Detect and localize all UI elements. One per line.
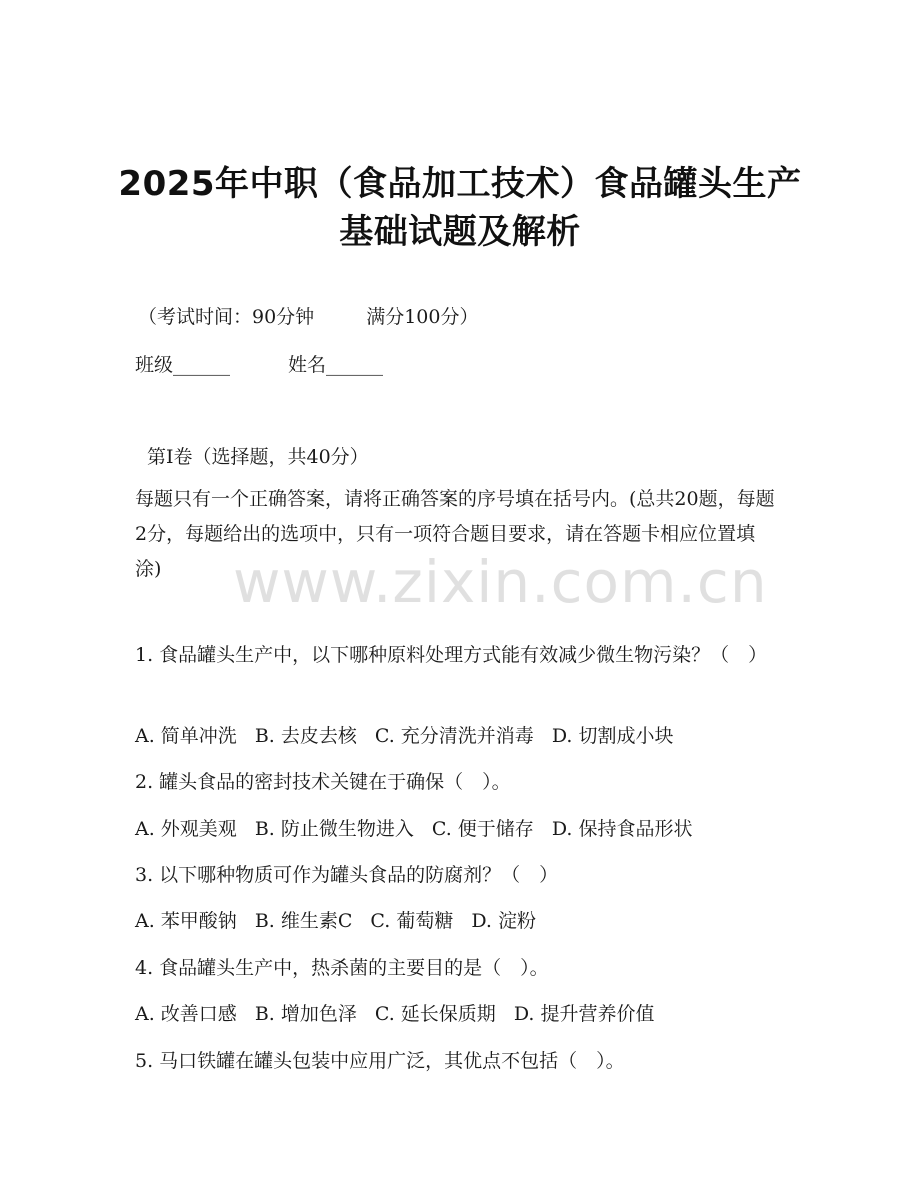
question-3-option-a: A. 苯甲酸钠 xyxy=(135,910,237,932)
question-3-stem: 3. 以下哪种物质可作为罐头食品的防腐剂？（ ） xyxy=(135,864,559,886)
student-info xyxy=(135,350,383,377)
question-1-option-a: A. 简单冲洗 xyxy=(135,725,237,747)
exam-time: （考试时间：90分钟 xyxy=(138,306,315,328)
name-field: 姓名______ xyxy=(288,354,384,376)
question-3-options xyxy=(135,906,536,933)
question-4-options xyxy=(135,999,654,1026)
question-1-option-b: B. 去皮去核 xyxy=(254,725,357,747)
question-1-stem: 1. 食品罐头生产中，以下哪种原料处理方式能有效减少微生物污染？（ ） xyxy=(135,644,768,666)
question-1-option-c: C. 充分清洗并消毒 xyxy=(374,725,534,747)
question-2-option-d: D. 保持食品形状 xyxy=(551,818,693,840)
section-heading: 第Ⅰ卷（选择题，共40分） xyxy=(147,446,369,468)
question-4-option-d: D. 提升营养价值 xyxy=(513,1003,655,1025)
watermark: www.zixin.com.cn xyxy=(233,548,768,616)
question-4-option-a: A. 改善口感 xyxy=(135,1003,237,1025)
exam-score: 满分100分） xyxy=(366,306,479,328)
question-4-option-c: C. 延长保质期 xyxy=(374,1003,496,1025)
question-5-stem: 5. 马口铁罐在罐头包装中应用广泛，其优点不包括（ ）。 xyxy=(135,1050,625,1072)
question-3-option-c: C. 葡萄糖 xyxy=(370,910,454,932)
question-2-option-a: A. 外观美观 xyxy=(135,818,237,840)
question-2-option-b: B. 防止微生物进入 xyxy=(254,818,414,840)
question-1-option-d: D. 切割成小块 xyxy=(551,725,674,747)
page-title-line-2: 基础试题及解析 xyxy=(339,212,581,252)
question-3-option-b: B. 维生素C xyxy=(254,910,353,932)
question-2-options xyxy=(135,814,692,841)
page-title-line-1: 2025年中职（食品加工技术）食品罐头生产 xyxy=(118,164,802,204)
question-4-option-b: B. 增加色泽 xyxy=(254,1003,357,1025)
question-1-options xyxy=(135,721,673,748)
question-2-stem: 2. 罐头食品的密封技术关键在于确保（ ）。 xyxy=(135,771,511,793)
class-field: 班级______ xyxy=(135,354,231,376)
question-2-option-c: C. 便于储存 xyxy=(431,818,534,840)
question-3-option-d: D. 淀粉 xyxy=(471,910,536,932)
exam-info xyxy=(138,302,478,329)
question-4-stem: 4. 食品罐头生产中，热杀菌的主要目的是（ ）。 xyxy=(135,957,549,979)
section-instructions: 每题只有一个正确答案，请将正确答案的序号填在括号内。(总共20题，每题2分，每题给出的选项中，只有一项符合题目要求，请在答题卡相应位置填涂) xyxy=(135,488,775,580)
